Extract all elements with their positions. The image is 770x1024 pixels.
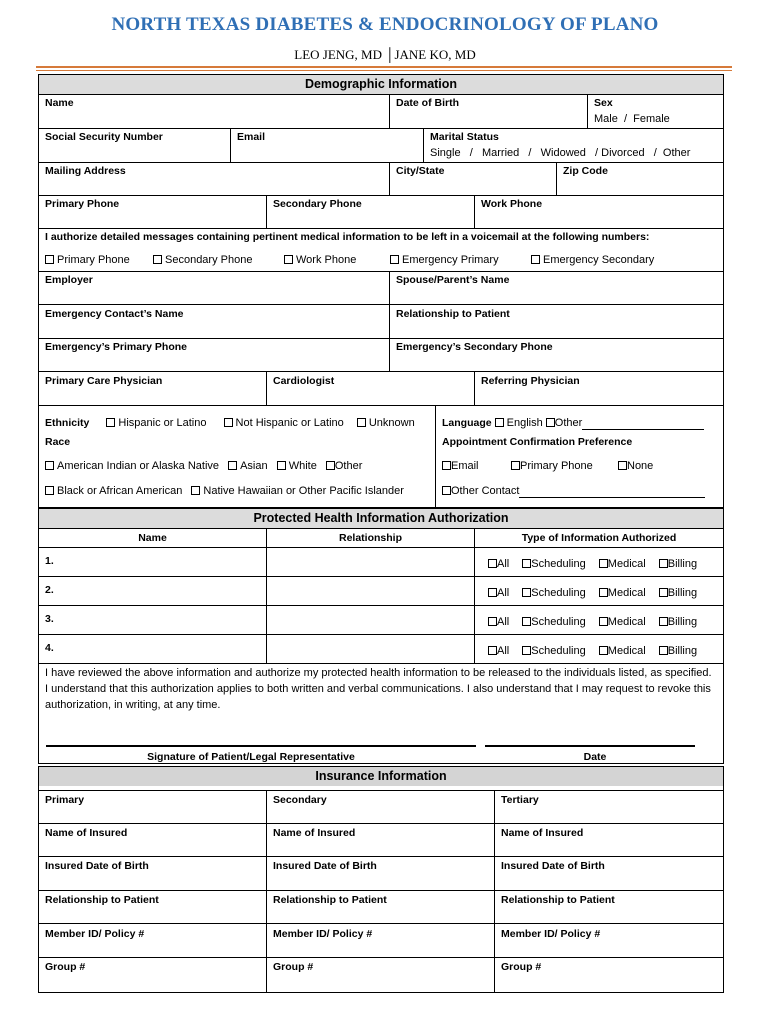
work-phone-label: Work Phone: [481, 198, 543, 210]
checkbox-icon[interactable]: [191, 486, 200, 495]
insured-relationship-label: Relationship to Patient: [45, 894, 159, 906]
insurance-secondary-label: Secondary: [273, 794, 327, 806]
insured-relationship-label: Relationship to Patient: [501, 894, 615, 906]
race-row-2: [45, 484, 404, 498]
checkbox-icon[interactable]: [522, 588, 531, 597]
checkbox-icon[interactable]: [488, 617, 497, 626]
phi-header: Protected Health Information Authorization: [39, 509, 723, 528]
checkbox-icon[interactable]: [106, 418, 115, 427]
language-label: Language: [442, 417, 492, 429]
appt-option-primary-phone[interactable]: Primary Phone: [511, 459, 593, 473]
checkbox-icon[interactable]: [511, 461, 520, 470]
option-scheduling[interactable]: Scheduling: [522, 645, 585, 657]
date-line[interactable]: [485, 745, 695, 747]
phi-row-4-name[interactable]: [38, 634, 267, 664]
checkbox-icon[interactable]: [45, 486, 54, 495]
date-label: Date: [583, 751, 607, 763]
group-label: Group #: [45, 961, 86, 973]
ethnicity-row: [45, 416, 415, 430]
phi-row-3-number: 3.: [45, 613, 54, 625]
demographic-header: Demographic Information: [39, 75, 723, 94]
race-option-american-indian[interactable]: American Indian or Alaska Native: [45, 460, 219, 472]
phi-row-4-number: 4.: [45, 642, 54, 654]
authorization-statement: I have reviewed the above information and authorize my protected health information to be released to the individuals listed, as specified. I understand that this authorization applies to both written and verbal communications. I also understand that I may request to revoke this authorization, in writing, at any time.: [45, 667, 712, 711]
race-option-black[interactable]: Black or African American: [45, 485, 182, 497]
insurance-tertiary-label: Tertiary: [501, 794, 539, 806]
option-all[interactable]: All: [488, 645, 509, 657]
ethnicity-option-unknown[interactable]: Unknown: [357, 417, 415, 429]
option-scheduling[interactable]: Scheduling: [522, 616, 585, 628]
phi-row-2-number: 2.: [45, 584, 54, 596]
appt-option-none[interactable]: None: [618, 459, 653, 473]
phi-row-3-relationship[interactable]: [266, 605, 475, 635]
checkbox-icon[interactable]: [45, 461, 54, 470]
checkbox-icon[interactable]: [659, 617, 668, 626]
ethnicity-option-not-hispanic[interactable]: Not Hispanic or Latino: [224, 417, 344, 429]
option-medical[interactable]: Medical: [599, 645, 646, 657]
option-medical[interactable]: Medical: [599, 558, 646, 570]
phi-row-1-options: [488, 557, 697, 571]
checkbox-icon[interactable]: [357, 418, 366, 427]
clinic-title: NORTH TEXAS DIABETES & ENDOCRINOLOGY OF PLANO: [111, 14, 659, 35]
checkbox-icon[interactable]: [284, 255, 293, 264]
ethnicity-divider: [435, 406, 436, 508]
checkbox-icon[interactable]: [495, 418, 504, 427]
language-row: [442, 416, 704, 430]
phi-row-4-relationship[interactable]: [266, 634, 475, 664]
appt-option-email[interactable]: Email: [442, 459, 479, 473]
checkbox-icon[interactable]: [45, 255, 54, 264]
checkbox-icon[interactable]: [546, 418, 555, 427]
option-medical[interactable]: Medical: [599, 616, 646, 628]
header-rule: [36, 66, 732, 68]
dob-label: Date of Birth: [396, 97, 459, 109]
checkbox-icon[interactable]: [659, 559, 668, 568]
option-scheduling[interactable]: Scheduling: [522, 587, 585, 599]
insured-dob-label: Insured Date of Birth: [45, 860, 149, 872]
appt-option-other[interactable]: Other Contact: [442, 484, 705, 498]
race-option-asian[interactable]: Asian: [228, 460, 268, 472]
header-rule-thin: [36, 70, 732, 71]
group-label: Group #: [273, 961, 314, 973]
race-option-pacific-islander[interactable]: Native Hawaiian or Other Pacific Islander: [191, 485, 404, 497]
option-billing[interactable]: Billing: [659, 645, 697, 657]
race-label: Race: [45, 436, 71, 448]
checkbox-icon[interactable]: [488, 588, 497, 597]
checkbox-icon[interactable]: [599, 588, 608, 597]
spouse-label: Spouse/Parent’s Name: [396, 274, 510, 286]
appt-other-line[interactable]: [519, 487, 705, 498]
emergency-primary-label: Emergency’s Primary Phone: [45, 341, 188, 353]
vm-option-secondary[interactable]: Secondary Phone: [153, 253, 252, 267]
checkbox-icon[interactable]: [599, 617, 608, 626]
emergency-secondary-label: Emergency’s Secondary Phone: [396, 341, 553, 353]
city-state-label: City/State: [396, 165, 445, 177]
phi-row-1-relationship[interactable]: [266, 547, 475, 577]
insured-dob-label: Insured Date of Birth: [501, 860, 605, 872]
insured-relationship-label: Relationship to Patient: [273, 894, 387, 906]
vm-option-emergency-secondary[interactable]: Emergency Secondary: [531, 253, 654, 267]
checkbox-icon[interactable]: [488, 559, 497, 568]
checkbox-icon[interactable]: [659, 588, 668, 597]
checkbox-icon[interactable]: [442, 486, 451, 495]
checkbox-icon[interactable]: [228, 461, 237, 470]
phi-row-2-name[interactable]: [38, 576, 267, 606]
primary-phone-label: Primary Phone: [45, 198, 120, 210]
race-option-white[interactable]: White: [277, 460, 317, 472]
checkbox-icon[interactable]: [153, 255, 162, 264]
name-label: Name: [45, 97, 74, 109]
marital-options[interactable]: Single / Married / Widowed / Divorced / Other: [430, 147, 691, 159]
pcp-label: Primary Care Physician: [45, 375, 163, 387]
employer-label: Employer: [45, 274, 93, 286]
option-billing[interactable]: Billing: [659, 616, 697, 628]
mailing-label: Mailing Address: [45, 165, 126, 177]
phi-row-2-options: [488, 586, 697, 600]
checkbox-icon[interactable]: [659, 646, 668, 655]
checkbox-icon[interactable]: [522, 617, 531, 626]
race-option-other[interactable]: Other: [326, 460, 363, 472]
language-option-other[interactable]: Other: [546, 417, 583, 429]
phi-row-3-options: [488, 615, 697, 629]
phi-name-header: Name: [138, 532, 167, 544]
vm-option-emergency-primary[interactable]: Emergency Primary: [390, 253, 499, 267]
zip-label: Zip Code: [563, 165, 608, 177]
insured-name-label: Name of Insured: [501, 827, 584, 839]
group-label: Group #: [501, 961, 542, 973]
member-id-label: Member ID/ Policy #: [501, 928, 601, 940]
voicemail-authorization-text: I authorize detailed messages containing pertinent medical information to be left in a voicemail at the following numbers:: [45, 231, 650, 243]
checkbox-icon[interactable]: [599, 559, 608, 568]
member-id-label: Member ID/ Policy #: [273, 928, 373, 940]
checkbox-icon[interactable]: [326, 461, 335, 470]
doctor-names: LEO JENG, MD │JANE KO, MD: [294, 47, 476, 62]
insured-name-label: Name of Insured: [273, 827, 356, 839]
language-other-line[interactable]: [582, 419, 704, 430]
vm-option-primary[interactable]: Primary Phone: [45, 253, 130, 267]
relationship-label: Relationship to Patient: [396, 308, 510, 320]
phi-row-1-number: 1.: [45, 555, 54, 567]
name-field[interactable]: [38, 94, 390, 129]
checkbox-icon[interactable]: [599, 646, 608, 655]
vm-option-work[interactable]: Work Phone: [284, 253, 356, 267]
ethnicity-option-hispanic[interactable]: Hispanic or Latino: [106, 417, 206, 429]
sex-label: Sex: [594, 97, 613, 109]
appointment-label: Appointment Confirmation Preference: [442, 436, 633, 448]
language-option-english[interactable]: English: [495, 417, 543, 429]
member-id-label: Member ID/ Policy #: [45, 928, 145, 940]
option-all[interactable]: All: [488, 587, 509, 599]
insured-dob-label: Insured Date of Birth: [273, 860, 377, 872]
option-all[interactable]: All: [488, 616, 509, 628]
checkbox-icon[interactable]: [390, 255, 399, 264]
checkbox-icon[interactable]: [442, 461, 451, 470]
option-medical[interactable]: Medical: [599, 587, 646, 599]
checkbox-icon[interactable]: [488, 646, 497, 655]
insurance-grid: [38, 790, 724, 993]
secondary-phone-label: Secondary Phone: [273, 198, 362, 210]
marital-label: Marital Status: [430, 131, 499, 143]
phi-relationship-header: Relationship: [338, 532, 402, 544]
insurance-header: Insurance Information: [39, 767, 723, 786]
checkbox-icon[interactable]: [618, 461, 627, 470]
phi-row-3-name[interactable]: [38, 605, 267, 635]
phi-row-4-options: [488, 644, 697, 658]
ethnicity-label: Ethnicity: [45, 417, 90, 429]
emergency-contact-label: Emergency Contact’s Name: [45, 308, 184, 320]
option-billing[interactable]: Billing: [659, 587, 697, 599]
checkbox-icon[interactable]: [277, 461, 286, 470]
option-all[interactable]: All: [488, 558, 509, 570]
ssn-label: Social Security Number: [45, 131, 163, 143]
sex-options[interactable]: Male / Female: [594, 113, 670, 125]
cardiologist-label: Cardiologist: [273, 375, 335, 387]
option-scheduling[interactable]: Scheduling: [522, 558, 585, 570]
phi-row-1-name[interactable]: [38, 547, 267, 577]
insured-name-label: Name of Insured: [45, 827, 128, 839]
checkbox-icon[interactable]: [522, 646, 531, 655]
insurance-primary-label: Primary: [45, 794, 85, 806]
signature-label: Signature of Patient/Legal Representative: [147, 751, 355, 763]
email-label: Email: [237, 131, 266, 143]
option-billing[interactable]: Billing: [659, 558, 697, 570]
signature-line[interactable]: [46, 745, 476, 747]
checkbox-icon[interactable]: [522, 559, 531, 568]
race-row-1: [45, 459, 362, 473]
phi-row-2-relationship[interactable]: [266, 576, 475, 606]
referring-label: Referring Physician: [481, 375, 580, 387]
checkbox-icon[interactable]: [224, 418, 233, 427]
checkbox-icon[interactable]: [531, 255, 540, 264]
phi-type-header: Type of Information Authorized: [521, 532, 677, 544]
